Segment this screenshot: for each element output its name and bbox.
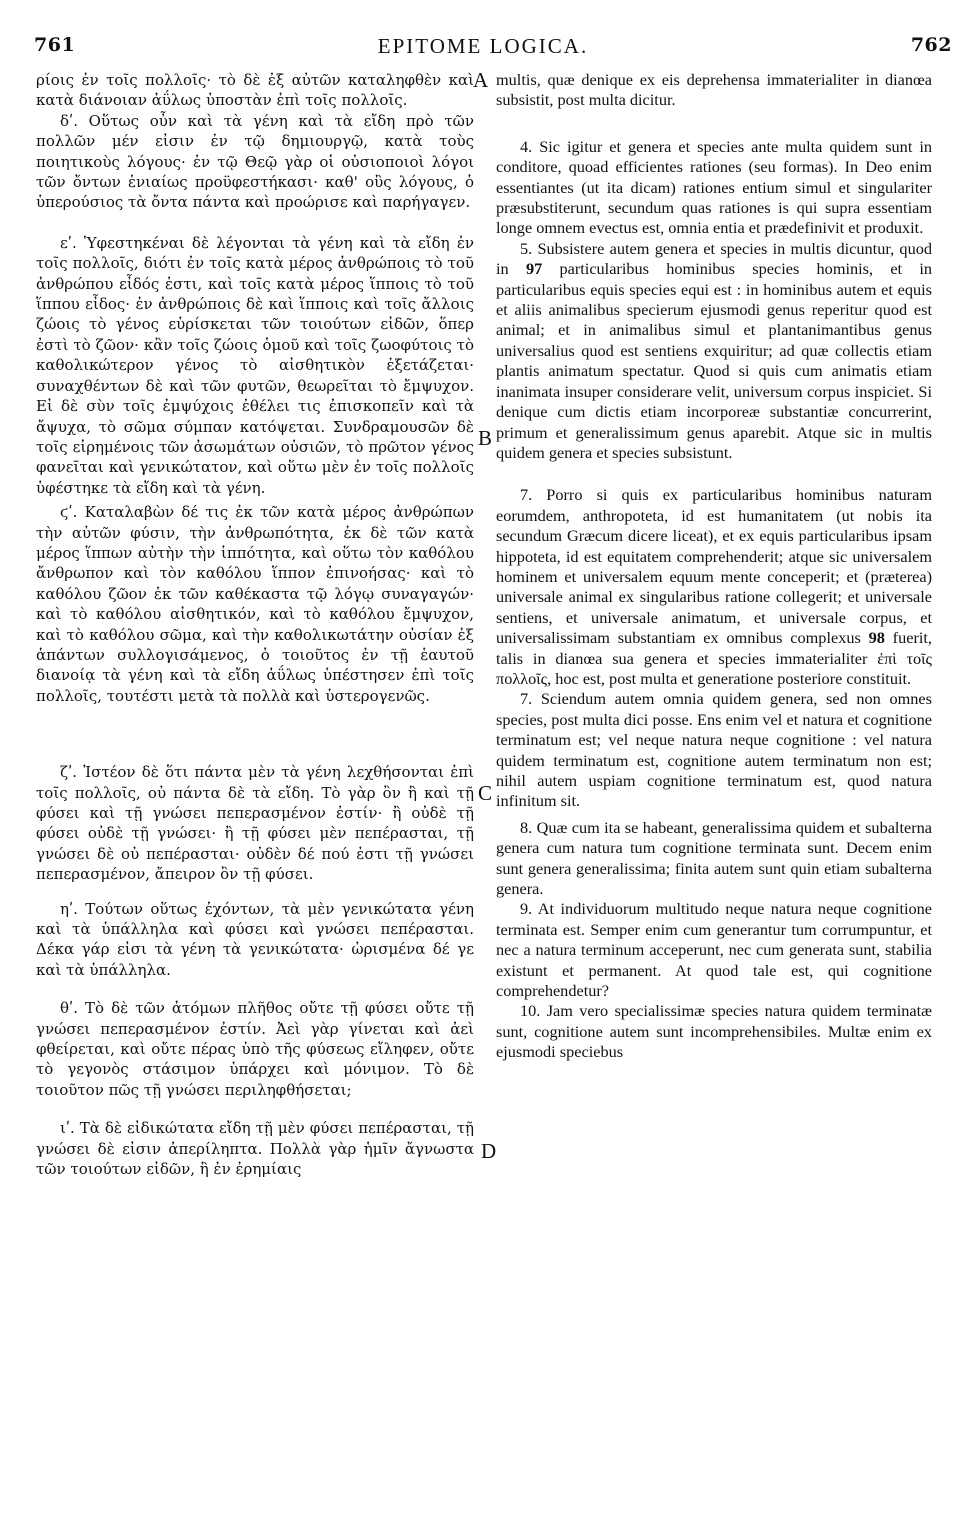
running-title: EPITOME LOGICA. [377,34,589,58]
greek-paragraph: ηʹ. Τούτων οὕτως ἐχόντων, τὰ μὲν γενικώτατα γένη καὶ τὰ ὑπάλληλα καὶ φύσει καὶ γνώσει πεπέρασται. Δέκα γάρ εἰσι τὰ γένη τὰ γενικώτατα· ὡρισμένα δέ γε καὶ τὰ ὑπάλληλα. [36,899,474,979]
greek-paragraph: ιʹ. Τὰ δὲ εἰδικώτατα εἴδη τῇ μὲν φύσει πεπέρασται, τῇ γνώσει δὲ εἰσιν ἀπερίληπτα. Πολλὰ γὰρ ἡμῖν ἄγνωστα τῶν τοιούτων εἰδῶν, ἢ ἐν ἐρημίαις [36,1119,474,1179]
column-number-97: 97 [525,259,543,279]
latin-text: 5. Subsistere autem genera et species in multis dicuntur, quod in [496,238,932,279]
running-header [0,34,966,64]
margin-letter-b: B [478,426,493,450]
greek-paragraph: ϛʹ. Καταλαβὼν δέ τις ἐκ τῶν κατὰ μέρος ἀνθρώπων τὴν αὐτῶν φύσιν, τὴν ἀνθρωπότητα, ἐκ δὲ τῶν κατὰ μέρος ἵππων αὐτὴν τὴν ἱππότητα, καὶ οὕτω τὸν καθόλου ἄνθρωπον καὶ τὸν καθόλου ἵππον ἐπινοήσας· καὶ τὸ καθόλου ζῶον ἐκ τῶν καθέκαστα τῷ λόγῳ συναγαγών· καὶ τὸ καθόλου αἰσθητικόν, καὶ τὸ καθόλου ἔμψυχον, καὶ τὸ καθόλου σῶμα, καὶ τὴν καθολικωτάτην οὐσίαν ἐξ ἁπάντων συλλογισάμενος, ὁ τοιοῦτος ἐν τῇ ἑαυτοῦ διανοίᾳ τὰ γένη καὶ τὰ εἴδη ἀΰλως ὑπέστησεν ἐπὶ τοῖς πολλοῖς, τουτέστι μετὰ τὰ πολλὰ καὶ ὑστερογενῶς. [36,503,474,705]
greek-paragraph: εʹ. Ὑφεστηκέναι δὲ λέγονται τὰ γένη καὶ τὰ εἴδη ἐν τοῖς πολλοῖς, διότι ἐν τοῖς κατὰ μέρος ἀνθρώποις τὸ τοῦ ἀνθρώπου εἶδός ἐστι, καὶ τοῖς κατὰ μέρος ἵπποις τὸ τοῦ ἵππου εἶδος· ἐν ἀνθρώποις δὲ καὶ ἵπποις καὶ τοῖς ἄλλοις ζώοις τὸ γένος εὑρίσκεται τῶν τοιούτων εἰδῶν, ὅπερ ἐστὶ τὸ ζῶον· κἂν τοῖς ζώοις ὁμοῦ καὶ τοῖς ζωοφύτοις τὸ καθολικώτερον γένος τὸ αἰσθητικὸν ἐξετάζεται· συναχθέντων δὲ καὶ τῶν φυτῶν, θεωρεῖται τὸ ἔμψυχον. Εἰ δὲ σὺν τοῖς ἐμψύχοις ἐθέλει τις ἐπισκοπεῖν καὶ τὰ ἄψυχα, τὸ σῶμα σύμπαν κατόψεται. Συνδραμουσῶν δὲ τοῖς εἰρημένοις τῶν ἀσωμάτων οὐσιῶν, τὸ πρῶτον γένος φανεῖται καὶ γενικώτατον, καὶ οὕτω μὲν ἐν τοῖς πολλοῖς ὑφέστηκε τὰ εἴδη καὶ τὰ γένη. [36,233,474,497]
latin-paragraph: 7. Sciendum autem omnia quidem genera, sed non omnes species, post multa dici posse. Ens enim vel et natura et cognitione terminatum est; vel neque natura neque cognitione : vel natura quidem terminatum est, cognitione autem terminatum non est; nihil autem uspiam cognitione terminatum est, quod natura infinitum sit. [496,689,932,811]
latin-paragraph: multis, quæ denique ex eis deprehensa immaterialiter in dianœa subsistit, post multa dicitur. [496,70,932,110]
latin-text: 7. Porro si quis ex particularibus hominibus naturam eorumdem, anthropoteta, id est humanitatem (ut nobis ita secundum Græcum dicere liceat), et ex equis particularibus ipsam hippoteta, id est equitatem comprehenderit; atque sic universalem hominem et universalem equum mente conceperit; et (præterea) universale animal ex singularibus ratione collegerit; et universale sentiens, et universale animatum, et universale corpus, et universalissimam substantiam ex omnibus complexus [496,485,932,648]
greek-column [36,70,474,1180]
greek-paragraph: δʹ. Οὕτως οὖν καὶ τὰ γένη καὶ τὰ εἴδη πρὸ τῶν πολλῶν μέν εἰσιν ἐν τῷ δημιουργῷ, κατὰ τοὺς ποιητικοὺς λόγους· ἐν τῷ Θεῷ γὰρ οἱ οὐσιοποιοὶ λόγοι τῶν ὄντων ἑνιαίως προϋφεστήκασι· καθ' οὓς λόγους, ὁ ὑπερούσιος τὰ ὄντα πάντα καὶ προώρισε καὶ παρήγαγεν. [36,111,474,212]
left-page-number: 761 [34,34,76,56]
greek-paragraph: ζʹ. Ἰστέον δὲ ὅτι πάντα μὲν τὰ γένη λεχθήσονται ἐπὶ τοῖς πολλοῖς, οὐ πάντα δὲ τὰ εἴδη. Τὸ γὰρ ὂν ἢ καὶ τῇ φύσει καὶ τῇ γνώσει πεπερασμένον ἐστίν· ἢ οὐδὲ τῇ φύσει οὐδὲ τῇ γνώσει· ἢ τῇ φύσει μὲν πεπέρασται, τῇ γνώσει δὲ οὐ πεπέρασται· οὐδὲν δέ πού ἐστι τῇ γνώσει πεπερασμένον, ἄπειρον ὂν τῇ φύσει. [36,763,474,884]
latin-paragraph: 4. Sic igitur et genera et species ante multa quidem sunt in conditore, quoad efficientes rationes (seu formas). In Deo enim essentiantes (ut ita dicam) rationes entium simul et singulariter præsubstiterunt, secundum quas rationes is qui supra essentiam longe omnem evectus est, omnia entia et prædefinivit et produxit. [496,136,932,238]
latin-paragraph [496,485,932,689]
margin-letter-c: C [478,781,493,805]
right-page-number: 762 [910,34,952,56]
latin-text: particularibus hominibus species hominis, et in particularibus equis species equi est : in hominibus autem et equis et aliis animalibus specierum ejusmodi genus reperitur quod est animal; et in animalibus simul et plantanimantibus genus universalius quod est sentiens exquiritur; ad quæ collectis etiam plantis animatum spectatur. Quod si quis cum animatis etiam inanimata insuper considerare velit, universum corpus inspiciet. Si denique cum dictis etiam incorporeæ substantiæ concurrerint, primum et generalissimum genus aparebit. Atque sic in multis quidem genera et species subsistunt. [496,259,932,462]
latin-text: fuerit, talis in dianœa sua genera et species immaterialiter ἐπὶ τοῖς πολλοῖς, hoc est, post multa et generatione posteriore constituit. [496,628,932,688]
latin-column [496,70,932,1063]
greek-paragraph: ρίοις ἐν τοῖς πολλοῖς· τὸ δὲ ἐξ αὐτῶν καταληφθὲν καὶ κατὰ διάνοιαν ἀΰλως ὑποστὰν ἐπὶ τοῖς πολλοῖς. [36,71,474,110]
column-number-98: 98 [868,628,885,648]
greek-paragraph: θʹ. Τὸ δὲ τῶν ἀτόμων πλῆθος οὔτε τῇ φύσει οὔτε τῇ γνώσει πεπερασμένον ἐστίν. Ἀεὶ γὰρ γίνεται καὶ ἀεὶ φθείρεται, καὶ οὔτε πέρας ὑπὸ τῆς φύσεως εἴληφεν, οὔτε τὸ γεγονὸς στάσιμον ὑπάρχει καὶ μόνιμον. Τὸ δὲ τοιοῦτον πῶς τῇ γνώσει περιληφθήσεται; [36,999,474,1099]
latin-paragraph: 10. Jam vero specialissimæ species natura quidem terminatæ sunt, cognitione autem sunt incomprehensibiles. Multæ enim ex ejusmodi speciebus [496,1001,932,1062]
margin-letter-a: A [473,68,489,92]
margin-letter-d: D [481,1139,497,1163]
latin-paragraph: 9. At individuorum multitudo neque natura neque cognitione terminata est. Semper enim cum generantur tum corrumpuntur, et nec a natura terminum acceperunt, nec cum generata sunt, stabilia existunt et permanent. At quod tale est, qui cognitione comprehendetur? [496,899,932,1001]
latin-paragraph: 8. Quæ cum ita se habeant, generalissima quidem et subalterna genera cum natura tum cognitione terminata sunt. Decem enim sunt genera generalissima; finita autem sunt quin etiam subalterna genera. [496,817,932,899]
latin-paragraph [496,239,932,463]
